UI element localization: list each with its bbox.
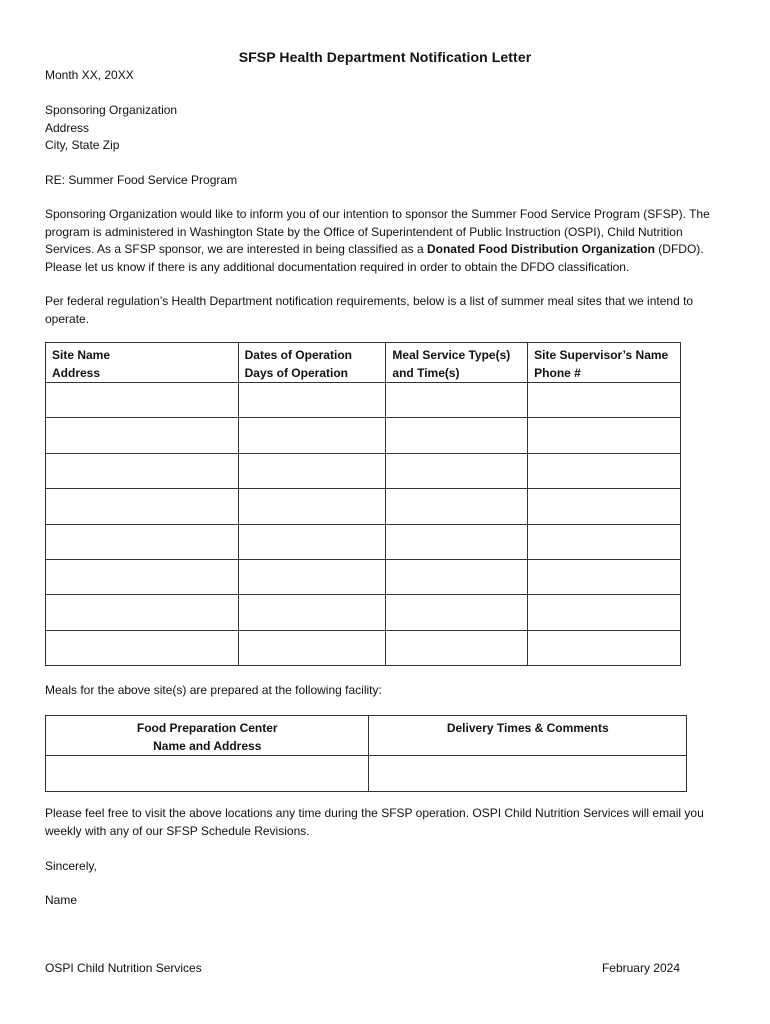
closing: Sincerely, [45, 859, 97, 873]
site-cell[interactable] [46, 524, 239, 559]
dates-cell[interactable] [238, 418, 386, 453]
meal-cell[interactable] [386, 630, 528, 665]
intro-text-start: Sponsoring Organization would like to inform you of our intention to sponsor the Summer Food Service Program (SFSP). The program is administered in Washington State by the Office of Superintendent of Public Instruction (OSPI), Child Nutrition Services. As a SFSP sponsor, we are interested in being classified as a [45, 207, 710, 257]
supervisor-cell[interactable] [528, 489, 681, 524]
header-times: and Time(s) [392, 365, 460, 380]
meal-cell[interactable] [386, 453, 528, 488]
site-cell[interactable] [46, 630, 239, 665]
table-row [46, 524, 681, 559]
re-line: RE: Summer Food Service Program [45, 173, 238, 187]
table-row [46, 595, 681, 630]
meal-sites-table [45, 342, 681, 666]
header-phone: Phone # [534, 365, 581, 380]
footer-org: OSPI Child Nutrition Services [45, 961, 202, 975]
letter-date: Month XX, 20XX [45, 68, 134, 82]
meal-cell[interactable] [386, 489, 528, 524]
dates-cell[interactable] [238, 489, 386, 524]
visit-paragraph: Please feel free to visit the above locations any time during the SFSP operation. OSPI Child Nutrition Services will email you weekly with any of our SFSP Schedule Revisions. [45, 806, 704, 838]
col-meal-service [386, 343, 528, 383]
meal-cell[interactable] [386, 559, 528, 594]
page-title: SFSP Health Department Notification Letter [238, 49, 532, 65]
header-delivery: Delivery Times & Comments [446, 721, 609, 735]
supervisor-cell[interactable] [528, 383, 681, 418]
sites-header-row [46, 343, 681, 383]
footer-date: February 2024 [601, 961, 680, 975]
food-prep-cell[interactable] [46, 756, 369, 792]
dates-cell[interactable] [238, 595, 386, 630]
header-site-name: Site Name [52, 348, 111, 362]
header-food-prep: Food Preparation Center [136, 721, 278, 735]
site-cell[interactable] [46, 383, 239, 418]
dates-cell[interactable] [238, 453, 386, 488]
facility-header-row [46, 716, 687, 756]
table-row [46, 559, 681, 594]
dates-cell[interactable] [238, 630, 386, 665]
col-dates [238, 343, 386, 383]
supervisor-cell[interactable] [528, 630, 681, 665]
facility-intro: Meals for the above site(s) are prepared at the following facility: [45, 683, 382, 697]
header-address: Address [52, 365, 101, 380]
col-site [46, 343, 239, 383]
intro-text-end: (DFDO). Please let us know if there is any additional documentation required in order to obtain the DFDO classification. [45, 242, 704, 274]
facility-table [45, 715, 687, 792]
site-cell[interactable] [46, 453, 239, 488]
regulation-paragraph: Per federal regulation’s Health Department notification requirements, below is a list of summer meal sites that we intend to operate. [45, 294, 694, 326]
signature-name: Name [45, 893, 78, 907]
meal-cell[interactable] [386, 418, 528, 453]
col-food-prep-center [46, 716, 369, 756]
sponsor-name: Sponsoring Organization [45, 103, 178, 117]
table-row [46, 630, 681, 665]
site-cell[interactable] [46, 559, 239, 594]
dates-cell[interactable] [238, 559, 386, 594]
meal-cell[interactable] [386, 383, 528, 418]
meal-cell[interactable] [386, 524, 528, 559]
supervisor-cell[interactable] [528, 559, 681, 594]
table-row [46, 418, 681, 453]
header-supervisor: Site Supervisor’s Name [534, 348, 669, 362]
col-delivery [369, 716, 687, 756]
sponsor-address: Address [45, 121, 90, 135]
delivery-cell[interactable] [369, 756, 687, 792]
supervisor-cell[interactable] [528, 524, 681, 559]
dfdo-emphasis: Donated Food Distribution Organization [426, 242, 655, 257]
col-supervisor [528, 343, 681, 383]
supervisor-cell[interactable] [528, 453, 681, 488]
dates-cell[interactable] [238, 524, 386, 559]
sponsor-city: City, State Zip [45, 138, 120, 152]
table-row [46, 489, 681, 524]
dates-cell[interactable] [238, 383, 386, 418]
site-cell[interactable] [46, 595, 239, 630]
table-row [46, 756, 687, 792]
meal-cell[interactable] [386, 595, 528, 630]
table-row [46, 453, 681, 488]
header-meal-type: Meal Service Type(s) [392, 348, 511, 362]
intro-paragraph [45, 206, 735, 276]
header-name-address: Name and Address [153, 738, 262, 753]
header-dates: Dates of Operation [244, 348, 352, 362]
table-row [46, 383, 681, 418]
site-cell[interactable] [46, 489, 239, 524]
supervisor-cell[interactable] [528, 595, 681, 630]
supervisor-cell[interactable] [528, 418, 681, 453]
header-days: Days of Operation [244, 365, 348, 380]
site-cell[interactable] [46, 418, 239, 453]
